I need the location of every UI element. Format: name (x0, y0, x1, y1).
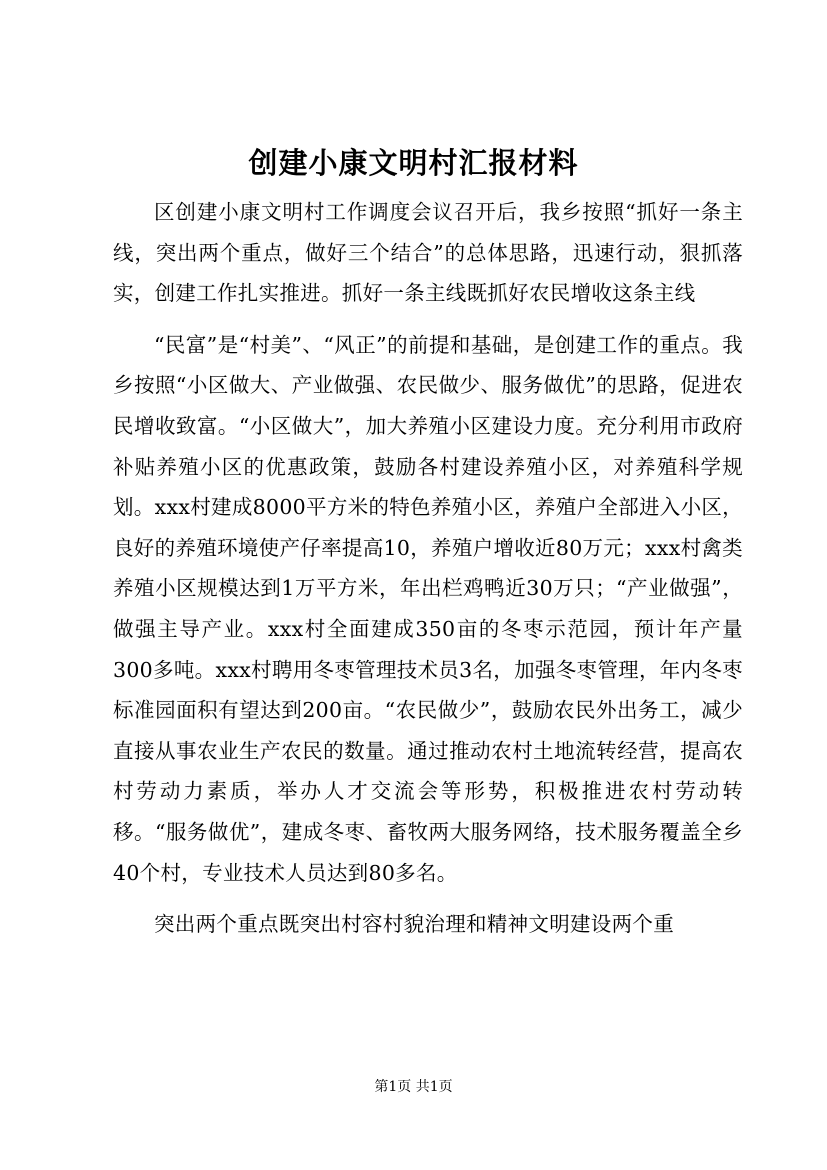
paragraph-1: 区创建小康文明村工作调度会议召开后，我乡按照“抓好一条主线，突出两个重点，做好三个结合”的总体思路，迅速行动，狠抓落实，创建工作扎实推进。抓好一条主线既抓好农民增收这条主线 (113, 200, 743, 306)
document-body (113, 192, 743, 956)
page-footer: 第1页 共1页 (374, 1079, 453, 1095)
document-title: 创建小康文明村汇报材料 (248, 146, 579, 180)
paragraph-2: “民富”是“村美”、“风正”的前提和基础，是创建工作的重点。我乡按照“小区做大、产业做强、农民做少、服务做优”的思路，促进农民增收致富。“小区做大”，加大养殖小区建设力度。充分利用市政府补贴养殖小区的优惠政策，鼓励各村建设养殖小区，对养殖科学规划。xxx村建成8000平方米的特色养殖小区，养殖户全部进入小区，良好的养殖环境使产仔率提高10，养殖户增收近80万元；xxx村禽类养殖小区规模达到1万平方米，年出栏鸡鸭近30万只；“产业做强”，做强主导产业。xxx村全面建成350亩的冬枣示范园，预计年产量300多吨。xxx村聘用冬枣管理技术员3名，加强冬枣管理，年内冬枣标准园面积有望达到200亩。“农民做少”，鼓励农民外出务工，减少直接从事农业生产农民的数量。通过推动农村土地流转经营，提高农村劳动力素质，举办人才交流会等形势，积极推进农村劳动转移。“服务做优”，建成冬枣、畜牧两大服务网络，技术服务覆盖全乡40个村，专业技术人员达到80多名。 (113, 332, 743, 885)
paragraph-3: 突出两个重点既突出村容村貌治理和精神文明建设两个重 (154, 912, 674, 937)
